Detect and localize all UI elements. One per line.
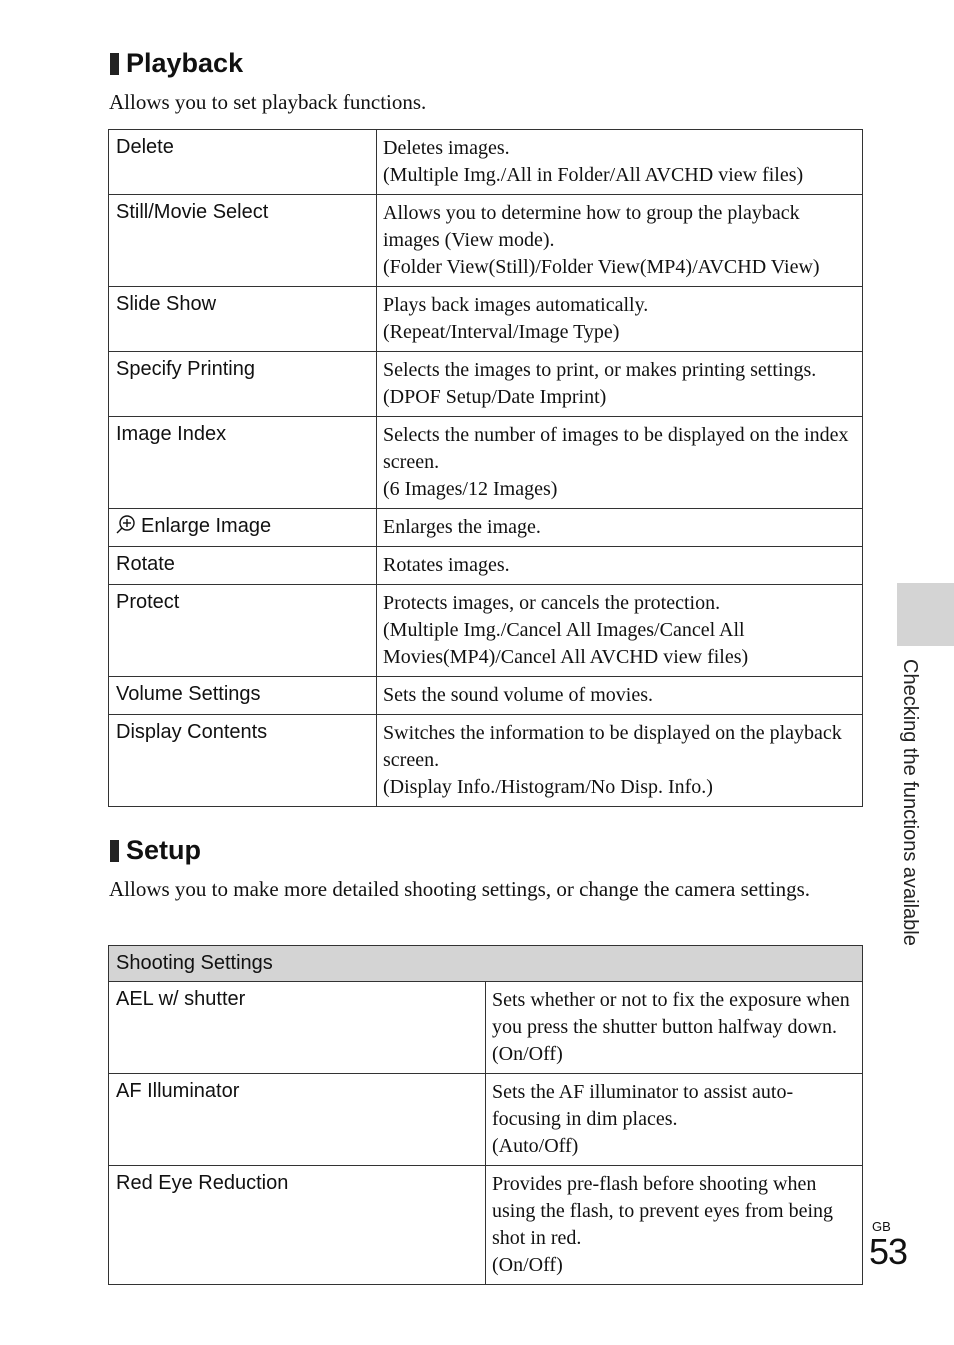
setting-options: (Auto/Off) [492, 1135, 579, 1157]
setting-name-cell [109, 547, 377, 585]
setting-options: (Display Info./Histogram/No Disp. Info.) [383, 776, 713, 798]
group-label: Shooting Settings [109, 946, 863, 982]
setting-description: Selects the images to print, or makes printing settings. [383, 359, 817, 381]
setting-description: Enlarges the image. [383, 516, 541, 538]
setting-options: (Multiple Img./All in Folder/All AVCHD view files) [383, 164, 804, 186]
page-region-code: GB [872, 1219, 891, 1234]
setting-name: Volume Settings [116, 683, 261, 705]
group-row [109, 946, 863, 982]
setting-name-cell [109, 509, 377, 547]
setting-name: Rotate [116, 553, 175, 575]
setting-options: (6 Images/12 Images) [383, 478, 558, 500]
setting-description: Switches the information to be displayed on the playback screen. [383, 722, 842, 771]
setting-name: Specify Printing [116, 358, 255, 380]
setting-name-cell [109, 585, 377, 677]
setup-intro: Allows you to make more detailed shooting settings, or change the camera settings. [109, 877, 810, 901]
setting-name: Slide Show [116, 293, 217, 315]
side-tab [897, 583, 954, 646]
page-number: 53 [869, 1231, 908, 1272]
setting-description-cell [377, 130, 863, 195]
setting-description-cell [377, 509, 863, 547]
setting-name: Display Contents [116, 721, 268, 743]
setting-description-cell [377, 585, 863, 677]
setting-options: (On/Off) [492, 1254, 563, 1276]
setting-name: AEL w/ shutter [116, 988, 246, 1010]
setup-table [108, 945, 863, 1285]
table-row [109, 417, 863, 509]
setting-description: Sets the AF illuminator to assist auto-focusing in dim places. [492, 1081, 794, 1130]
setting-name-cell [109, 287, 377, 352]
setting-description-cell [377, 677, 863, 715]
setting-options: (Folder View(Still)/Folder View(MP4)/AVCHD View) [383, 256, 820, 278]
setup-heading [108, 835, 201, 866]
setting-description: Allows you to determine how to group the playback images (View mode). [383, 202, 800, 251]
setting-name-cell [109, 195, 377, 287]
setting-description-cell [377, 287, 863, 352]
setting-description: Sets the sound volume of movies. [383, 684, 653, 706]
setting-description-cell [377, 352, 863, 417]
setting-name: Protect [116, 591, 180, 613]
setting-description-cell [377, 195, 863, 287]
table-row [109, 352, 863, 417]
setting-description: Plays back images automatically. [383, 294, 649, 316]
setting-description-cell [486, 982, 863, 1074]
setting-description: Protects images, or cancels the protection. [383, 592, 721, 614]
table-row [109, 287, 863, 352]
setting-description: Deletes images. [383, 137, 510, 159]
setting-name-cell [109, 715, 377, 807]
setting-name: Still/Movie Select [116, 201, 269, 223]
setting-description-cell [377, 547, 863, 585]
setting-description: Sets whether or not to fix the exposure when you press the shutter button halfway down. [492, 989, 850, 1038]
setting-name-cell [109, 1074, 486, 1166]
playback-heading [108, 48, 243, 79]
setup-title: Setup [126, 835, 202, 865]
setting-description-cell [377, 715, 863, 807]
setting-options: (Repeat/Interval/Image Type) [383, 321, 620, 343]
setting-options: (On/Off) [492, 1043, 563, 1065]
table-row [109, 677, 863, 715]
setting-name-cell [109, 352, 377, 417]
playback-intro: Allows you to set playback functions. [109, 90, 427, 114]
table-row [109, 585, 863, 677]
playback-table [108, 129, 863, 807]
setting-options: (DPOF Setup/Date Imprint) [383, 386, 607, 408]
setting-description-cell [486, 1074, 863, 1166]
setting-name: Enlarge Image [141, 515, 272, 537]
setting-name-cell [109, 982, 486, 1074]
setting-name: Red Eye Reduction [116, 1172, 289, 1194]
setting-description: Selects the number of images to be displayed on the index screen. [383, 424, 849, 473]
setting-options: (Multiple Img./Cancel All Images/Cancel All Movies(MP4)/Cancel All AVCHD view files) [383, 619, 749, 668]
setting-name: AF Illuminator [116, 1080, 240, 1102]
setting-description: Provides pre-flash before shooting when using the flash, to prevent eyes from being shot in red. [492, 1173, 834, 1249]
zoom-in-icon [116, 514, 137, 535]
table-row [109, 509, 863, 547]
table-row [109, 547, 863, 585]
table-row [109, 1074, 863, 1166]
table-row [109, 982, 863, 1074]
side-tab-text: Checking the functions available [899, 659, 921, 946]
heading-marker [110, 53, 119, 75]
setting-name-cell [109, 130, 377, 195]
table-row [109, 1166, 863, 1285]
playback-title: Playback [126, 48, 244, 78]
setting-name-cell [109, 1166, 486, 1285]
heading-marker [110, 840, 119, 862]
table-row [109, 130, 863, 195]
table-row [109, 195, 863, 287]
setting-name: Image Index [116, 423, 227, 445]
setting-name-cell [109, 677, 377, 715]
setting-description-cell [486, 1166, 863, 1285]
setting-name: Delete [116, 136, 174, 158]
setting-description-cell [377, 417, 863, 509]
setting-description: Rotates images. [383, 554, 510, 576]
setting-name-cell [109, 417, 377, 509]
table-row [109, 715, 863, 807]
